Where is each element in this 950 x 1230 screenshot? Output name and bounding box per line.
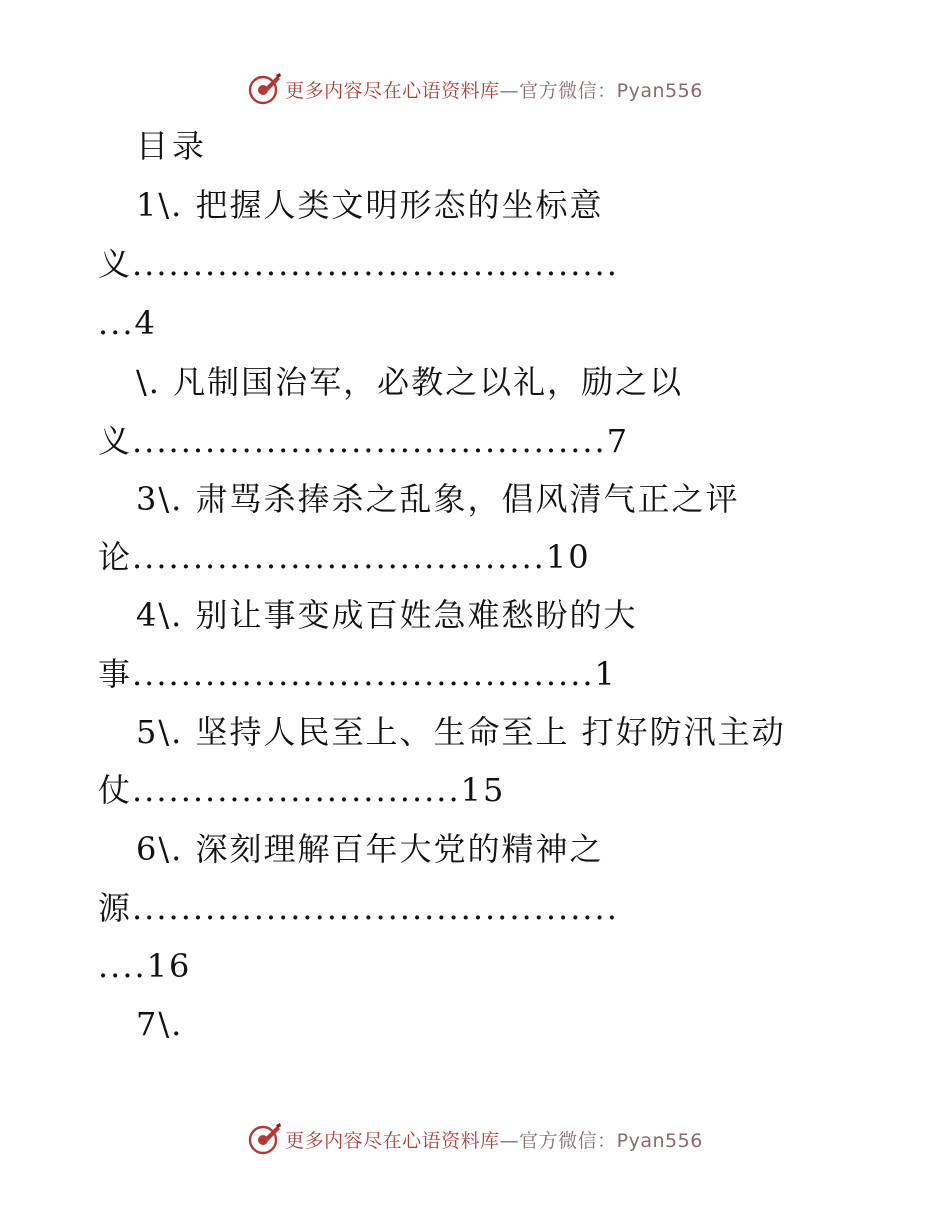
toc-entry-5-leader: 仗...........................15	[98, 771, 506, 809]
toc-entry-1-page: ...4	[98, 304, 157, 342]
watermark-text: 更多内容尽在心语资料库	[285, 79, 500, 102]
toc-entry-5-title: 5\. 坚持人民至上、生命至上 打好防汛主动	[136, 713, 786, 751]
watermark-wechat: 官方微信：Pyan556	[519, 1129, 703, 1152]
toc-entry-6-page: ....16	[98, 947, 192, 985]
pen-logo-icon	[247, 72, 281, 106]
toc-entry-3-title: 3\. 肃骂杀捧杀之乱象，倡风清气正之评	[136, 480, 740, 518]
pen-logo-icon	[247, 1122, 281, 1156]
toc-entry-6-leader: 源........................................	[98, 889, 619, 927]
footer-watermark	[0, 1122, 950, 1156]
watermark-text: 更多内容尽在心语资料库	[285, 1129, 500, 1152]
toc-entry-4-title: 4\. 别让事变成百姓急难愁盼的大	[136, 596, 638, 634]
toc-entry-2-title: \. 凡制国治军，必教之以礼，励之以	[136, 363, 684, 401]
toc-entry-3-leader: 论..................................10	[98, 538, 591, 576]
toc-heading: 目录	[136, 127, 209, 165]
watermark-separator: —	[499, 79, 520, 102]
toc-entry-2-leader: 义.......................................7	[98, 422, 630, 460]
watermark-wechat: 官方微信：Pyan556	[519, 79, 703, 102]
toc-entry-6-title: 6\. 深刻理解百年大党的精神之	[136, 830, 604, 868]
toc-entry-1-title: 1\. 把握人类文明形态的坐标意	[136, 186, 604, 224]
toc-entry-1-leader: 义........................................	[98, 245, 619, 283]
toc-entry-4-leader: 事......................................1	[98, 655, 617, 693]
watermark-separator: —	[499, 1129, 520, 1152]
header-watermark	[0, 72, 950, 106]
toc-entry-7-title: 7\.	[136, 1005, 184, 1043]
